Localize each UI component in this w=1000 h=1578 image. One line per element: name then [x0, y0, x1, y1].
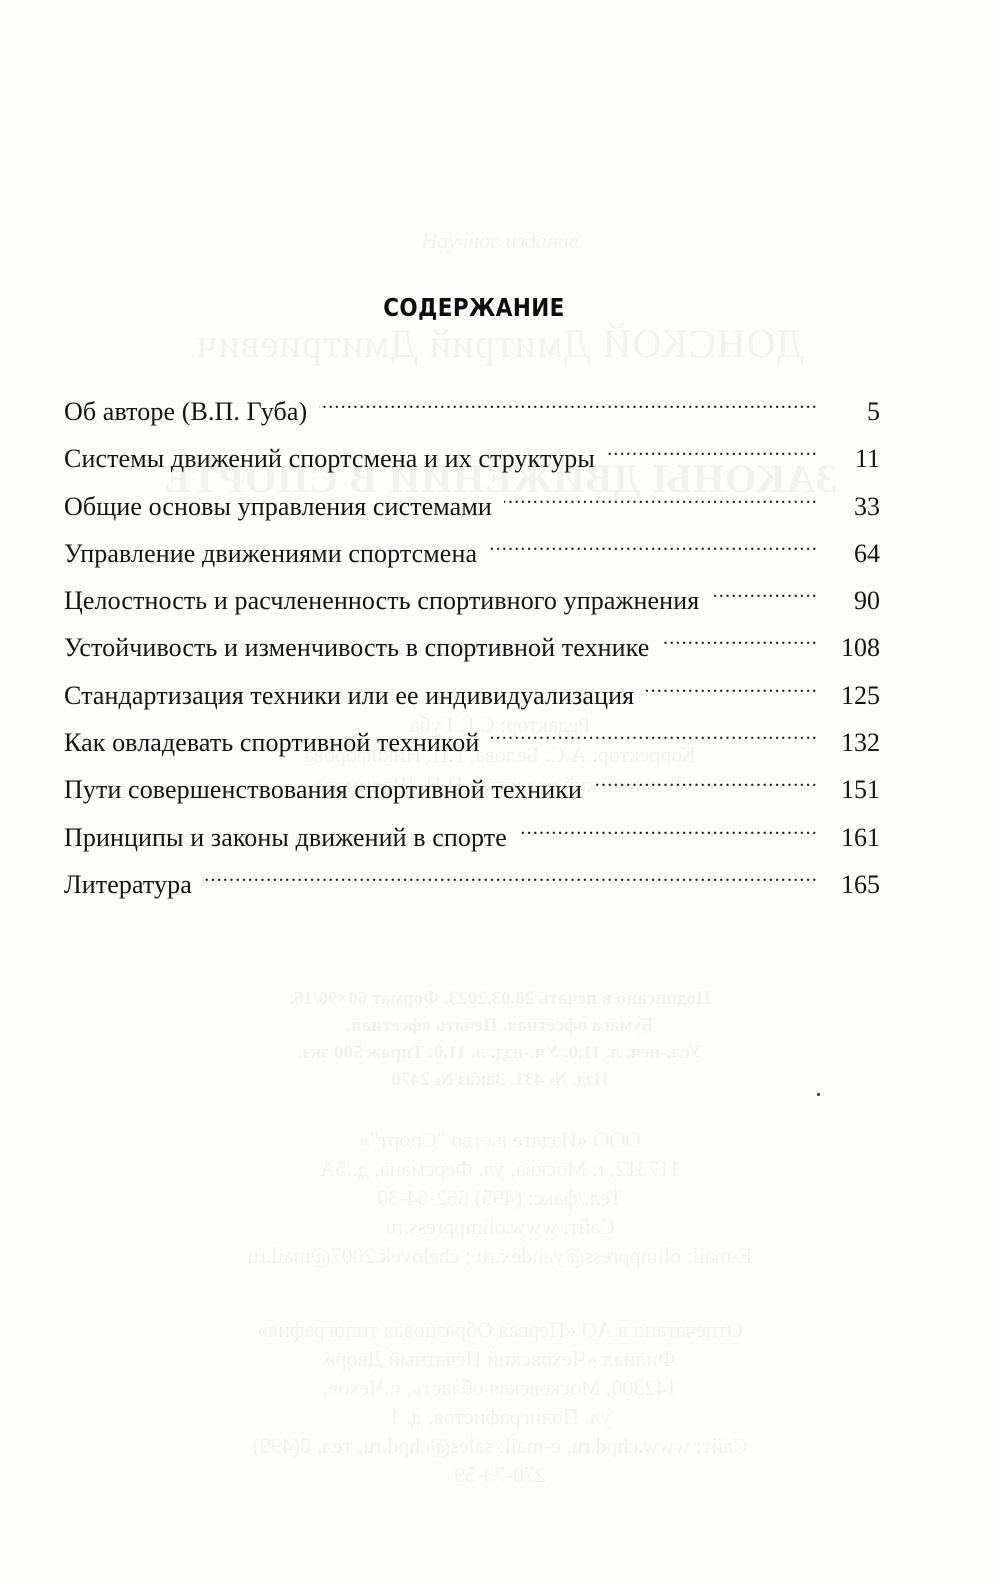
toc-entry-page: 64: [854, 538, 880, 568]
ghost-publisher-line: [0, 1125, 1000, 1154]
dot-leader: [607, 437, 818, 467]
ghost-printer-line: [0, 1373, 1000, 1402]
ghost-printer-line: [0, 1315, 1000, 1344]
toc-entry-title: Управление движениями спортсмена: [64, 538, 478, 568]
toc-entry-title: Литература: [64, 869, 192, 899]
dot-leader: [204, 863, 818, 893]
ghost-publisher-line: [0, 1183, 1000, 1212]
toc-entry[interactable]: [64, 861, 880, 908]
toc-entry-page: 161: [841, 822, 880, 852]
ghost-printer-line: [0, 1344, 1000, 1373]
ghost-imprint-line: [0, 1012, 1000, 1039]
page-title: СОДЕРЖАНИЕ: [383, 292, 565, 322]
dot-leader: [646, 674, 818, 704]
toc-entry-page: 11: [854, 444, 880, 474]
toc-entry-title: Системы движений спортсмена и их структуры: [64, 444, 595, 474]
toc-entry-title: Об авторе (В.П. Губа): [64, 397, 308, 426]
toc-entry-page: 125: [841, 680, 880, 710]
table-of-contents: [64, 388, 880, 908]
ghost-printer-line: [0, 1431, 1000, 1460]
toc-entry-title: Устойчивость и изменчивость в спортивной технике: [64, 633, 650, 663]
toc-entry-page: 33: [854, 491, 880, 521]
ghost-publisher-line: [0, 1241, 1000, 1270]
ghost-printer-line: [0, 1402, 1000, 1431]
toc-entry-page: 5: [867, 397, 880, 426]
toc-entry[interactable]: [64, 814, 880, 861]
dot-leader: [491, 721, 818, 751]
dot-leader: [594, 768, 818, 798]
toc-entry-page: 151: [841, 775, 880, 805]
dot-leader: [661, 626, 818, 656]
toc-entry-title: Общие основы управления системами: [64, 491, 492, 521]
paper-speck: [817, 1093, 820, 1096]
toc-entry-title: Принципы и законы движений в спорте: [64, 822, 507, 852]
toc-entry[interactable]: [64, 577, 880, 624]
dot-leader: [319, 390, 818, 420]
toc-entry-page: 108: [841, 633, 880, 663]
ghost-imprint-line: [0, 985, 1000, 1012]
ghost-publisher: [0, 1125, 1000, 1270]
dot-leader: [711, 579, 818, 609]
toc-entry[interactable]: [64, 719, 880, 766]
toc-entry[interactable]: [64, 388, 880, 435]
dot-leader: [489, 532, 818, 562]
ghost-imprint: [0, 985, 1000, 1093]
toc-entry[interactable]: [64, 624, 880, 671]
ghost-publisher-line: [0, 1212, 1000, 1241]
ghost-publisher-line: [0, 1154, 1000, 1183]
toc-entry-title: Как овладевать спортивной техникой: [64, 728, 480, 758]
ghost-author: [0, 320, 1000, 367]
toc-entry[interactable]: [64, 483, 880, 530]
toc-entry[interactable]: [64, 672, 880, 719]
dot-leader: [519, 816, 818, 846]
toc-entry-page: 90: [854, 586, 880, 616]
toc-entry-title: Стандартизация техники или ее индивидуализация: [64, 680, 635, 710]
toc-entry-title: Пути совершенствования спортивной техники: [64, 775, 583, 805]
ghost-printer-line: [0, 1460, 1000, 1489]
ghost-printer: [0, 1315, 1000, 1489]
toc-entry[interactable]: [64, 435, 880, 482]
dot-leader: [504, 485, 818, 515]
toc-entry[interactable]: [64, 766, 880, 813]
toc-entry-page: 132: [841, 728, 880, 758]
ghost-imprint-line: [0, 1066, 1000, 1093]
ghost-subtitle: [0, 228, 1000, 254]
ghost-imprint-line: [0, 1039, 1000, 1066]
toc-entry[interactable]: [64, 530, 880, 577]
toc-entry-page: 165: [841, 869, 880, 899]
toc-entry-title: Целостность и расчлененность спортивного упражнения: [64, 586, 700, 616]
